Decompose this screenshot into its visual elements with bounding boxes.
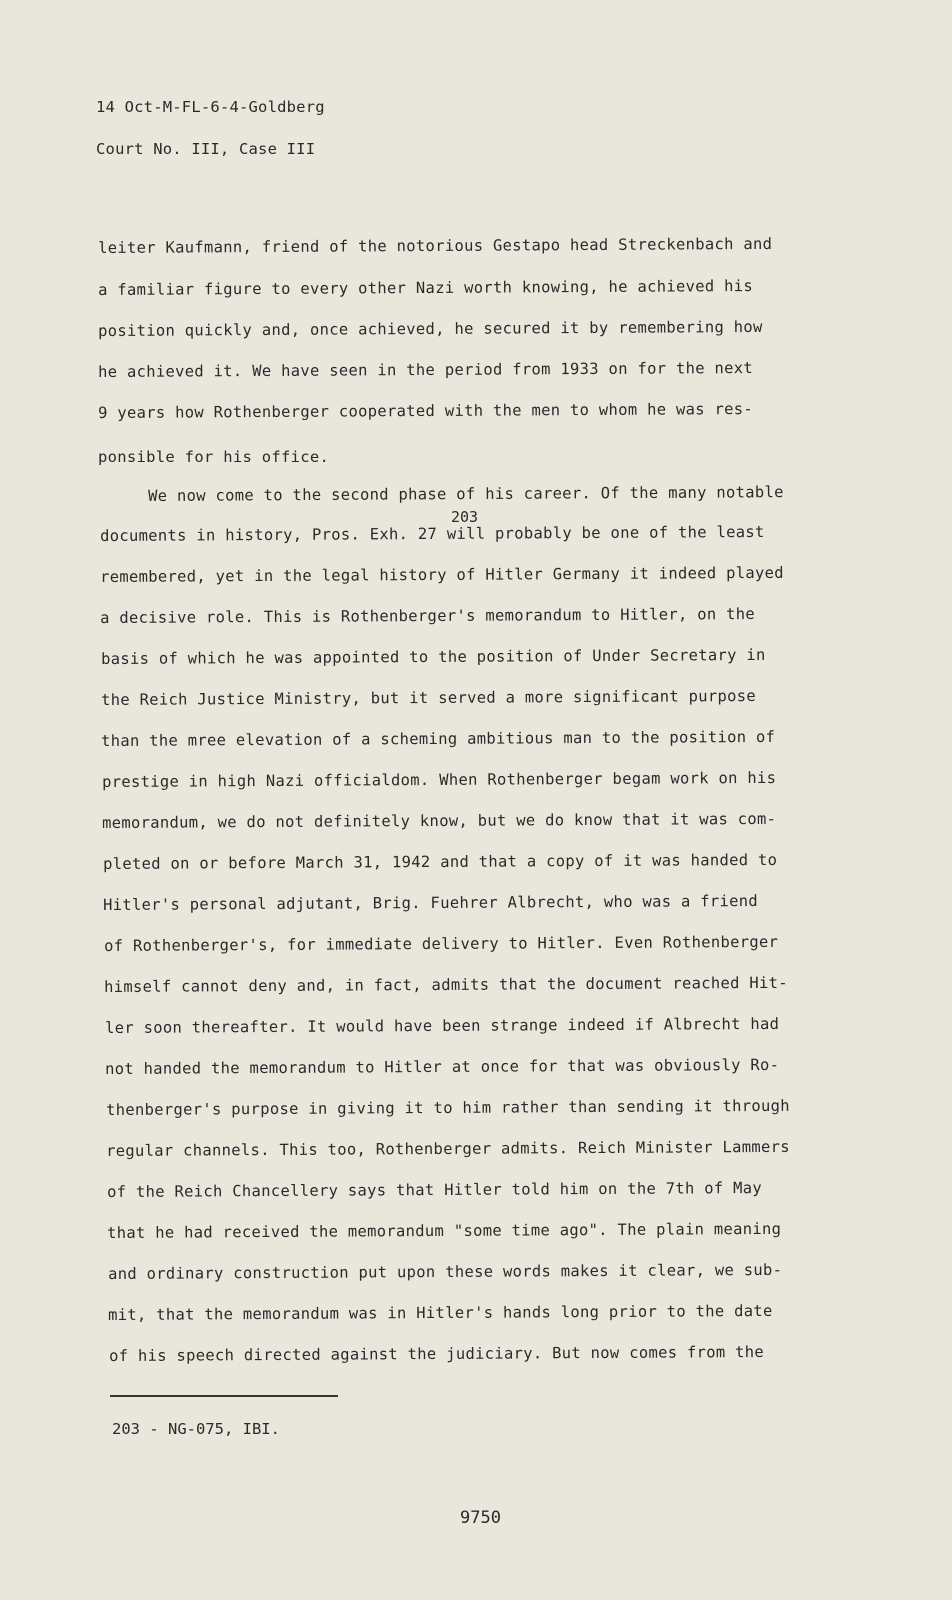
body-line-3: position quickly and, once achieved, he secured it by remembering how — [98, 317, 763, 340]
document-id-header: 14 Oct-M-FL-6-4-Goldberg — [96, 98, 325, 116]
body-line-4: he achieved it. We have seen in the period from 1933 on for the next — [98, 358, 754, 381]
footnote-divider — [110, 1395, 338, 1397]
body-line-6: ponsible for his office. — [98, 448, 330, 466]
body-line-21: not handed the memorandum to Hitler at once for that was obviously Ro- — [105, 1055, 780, 1078]
body-line-26: and ordinary construction put upon these words makes it clear, we sub- — [108, 1260, 783, 1283]
body-line-1: leiter Kaufmann, friend of the notorious Gestapo head Streckenbach and — [98, 234, 773, 257]
body-line-15: memorandum, we do not definitely know, but we do know that it was com- — [102, 809, 777, 832]
body-line-24: of the Reich Chancellery says that Hitler told him on the 7th of May — [107, 1178, 763, 1201]
body-line-25: that he had received the memorandum "some time ago". The plain meaning — [107, 1219, 782, 1242]
body-line-10: a decisive role. This is Rothenberger's memorandum to Hitler, on the — [100, 604, 756, 627]
body-line-13: than the mree elevation of a scheming ambitious man to the position of — [101, 727, 776, 750]
body-line-20: ler soon thereafter. It would have been strange indeed if Albrecht had — [105, 1014, 780, 1037]
page-number: 9750 — [460, 1508, 501, 1528]
body-line-27: mit, that the memorandum was in Hitler's hands long prior to the date — [108, 1301, 773, 1324]
body-line-11: basis of which he was appointed to the position of Under Secretary in — [101, 645, 766, 668]
body-line-18: of Rothenberger's, for immediate delivery to Hitler. Even Rothenberger — [104, 932, 779, 955]
body-line-16: pleted on or before March 31, 1942 and that a copy of it was handed to — [103, 850, 778, 873]
footnote-text: 203 - NG-075, IBI. — [112, 1420, 280, 1438]
body-line-14: prestige in high Nazi officialdom. When Rothenberger begam work on his — [102, 768, 777, 791]
body-line-8: documents in history, Pros. Exh. 27 will probably be one of the least — [100, 522, 765, 545]
body-line-17: Hitler's personal adjutant, Brig. Fuehrer Albrecht, who was a friend — [103, 891, 759, 914]
body-line-9: remembered, yet in the legal history of Hitler Germany it indeed played — [100, 563, 784, 586]
body-line-2: a familiar figure to every other Nazi worth knowing, he achieved his — [98, 276, 754, 299]
body-line-5: 9 years how Rothenberger cooperated with the men to whom he was res- — [98, 399, 754, 422]
court-case-header: Court No. III, Case III — [96, 140, 316, 158]
body-line-19: himself cannot deny and, in fact, admits that the document reached Hit- — [104, 973, 788, 996]
body-line-12: the Reich Justice Ministry, but it served a more significant purpose — [101, 686, 757, 709]
body-line-22: thenberger's purpose in giving it to him rather than sending it through — [106, 1096, 790, 1119]
body-line-28: of his speech directed against the judiciary. But now comes from the — [109, 1342, 765, 1365]
footnote-marker: 203 — [451, 508, 479, 526]
body-line-7: We now come to the second phase of his career. Of the many notable — [148, 483, 784, 505]
body-line-23: regular channels. This too, Rothenberger admits. Reich Minister Lammers — [106, 1137, 790, 1160]
